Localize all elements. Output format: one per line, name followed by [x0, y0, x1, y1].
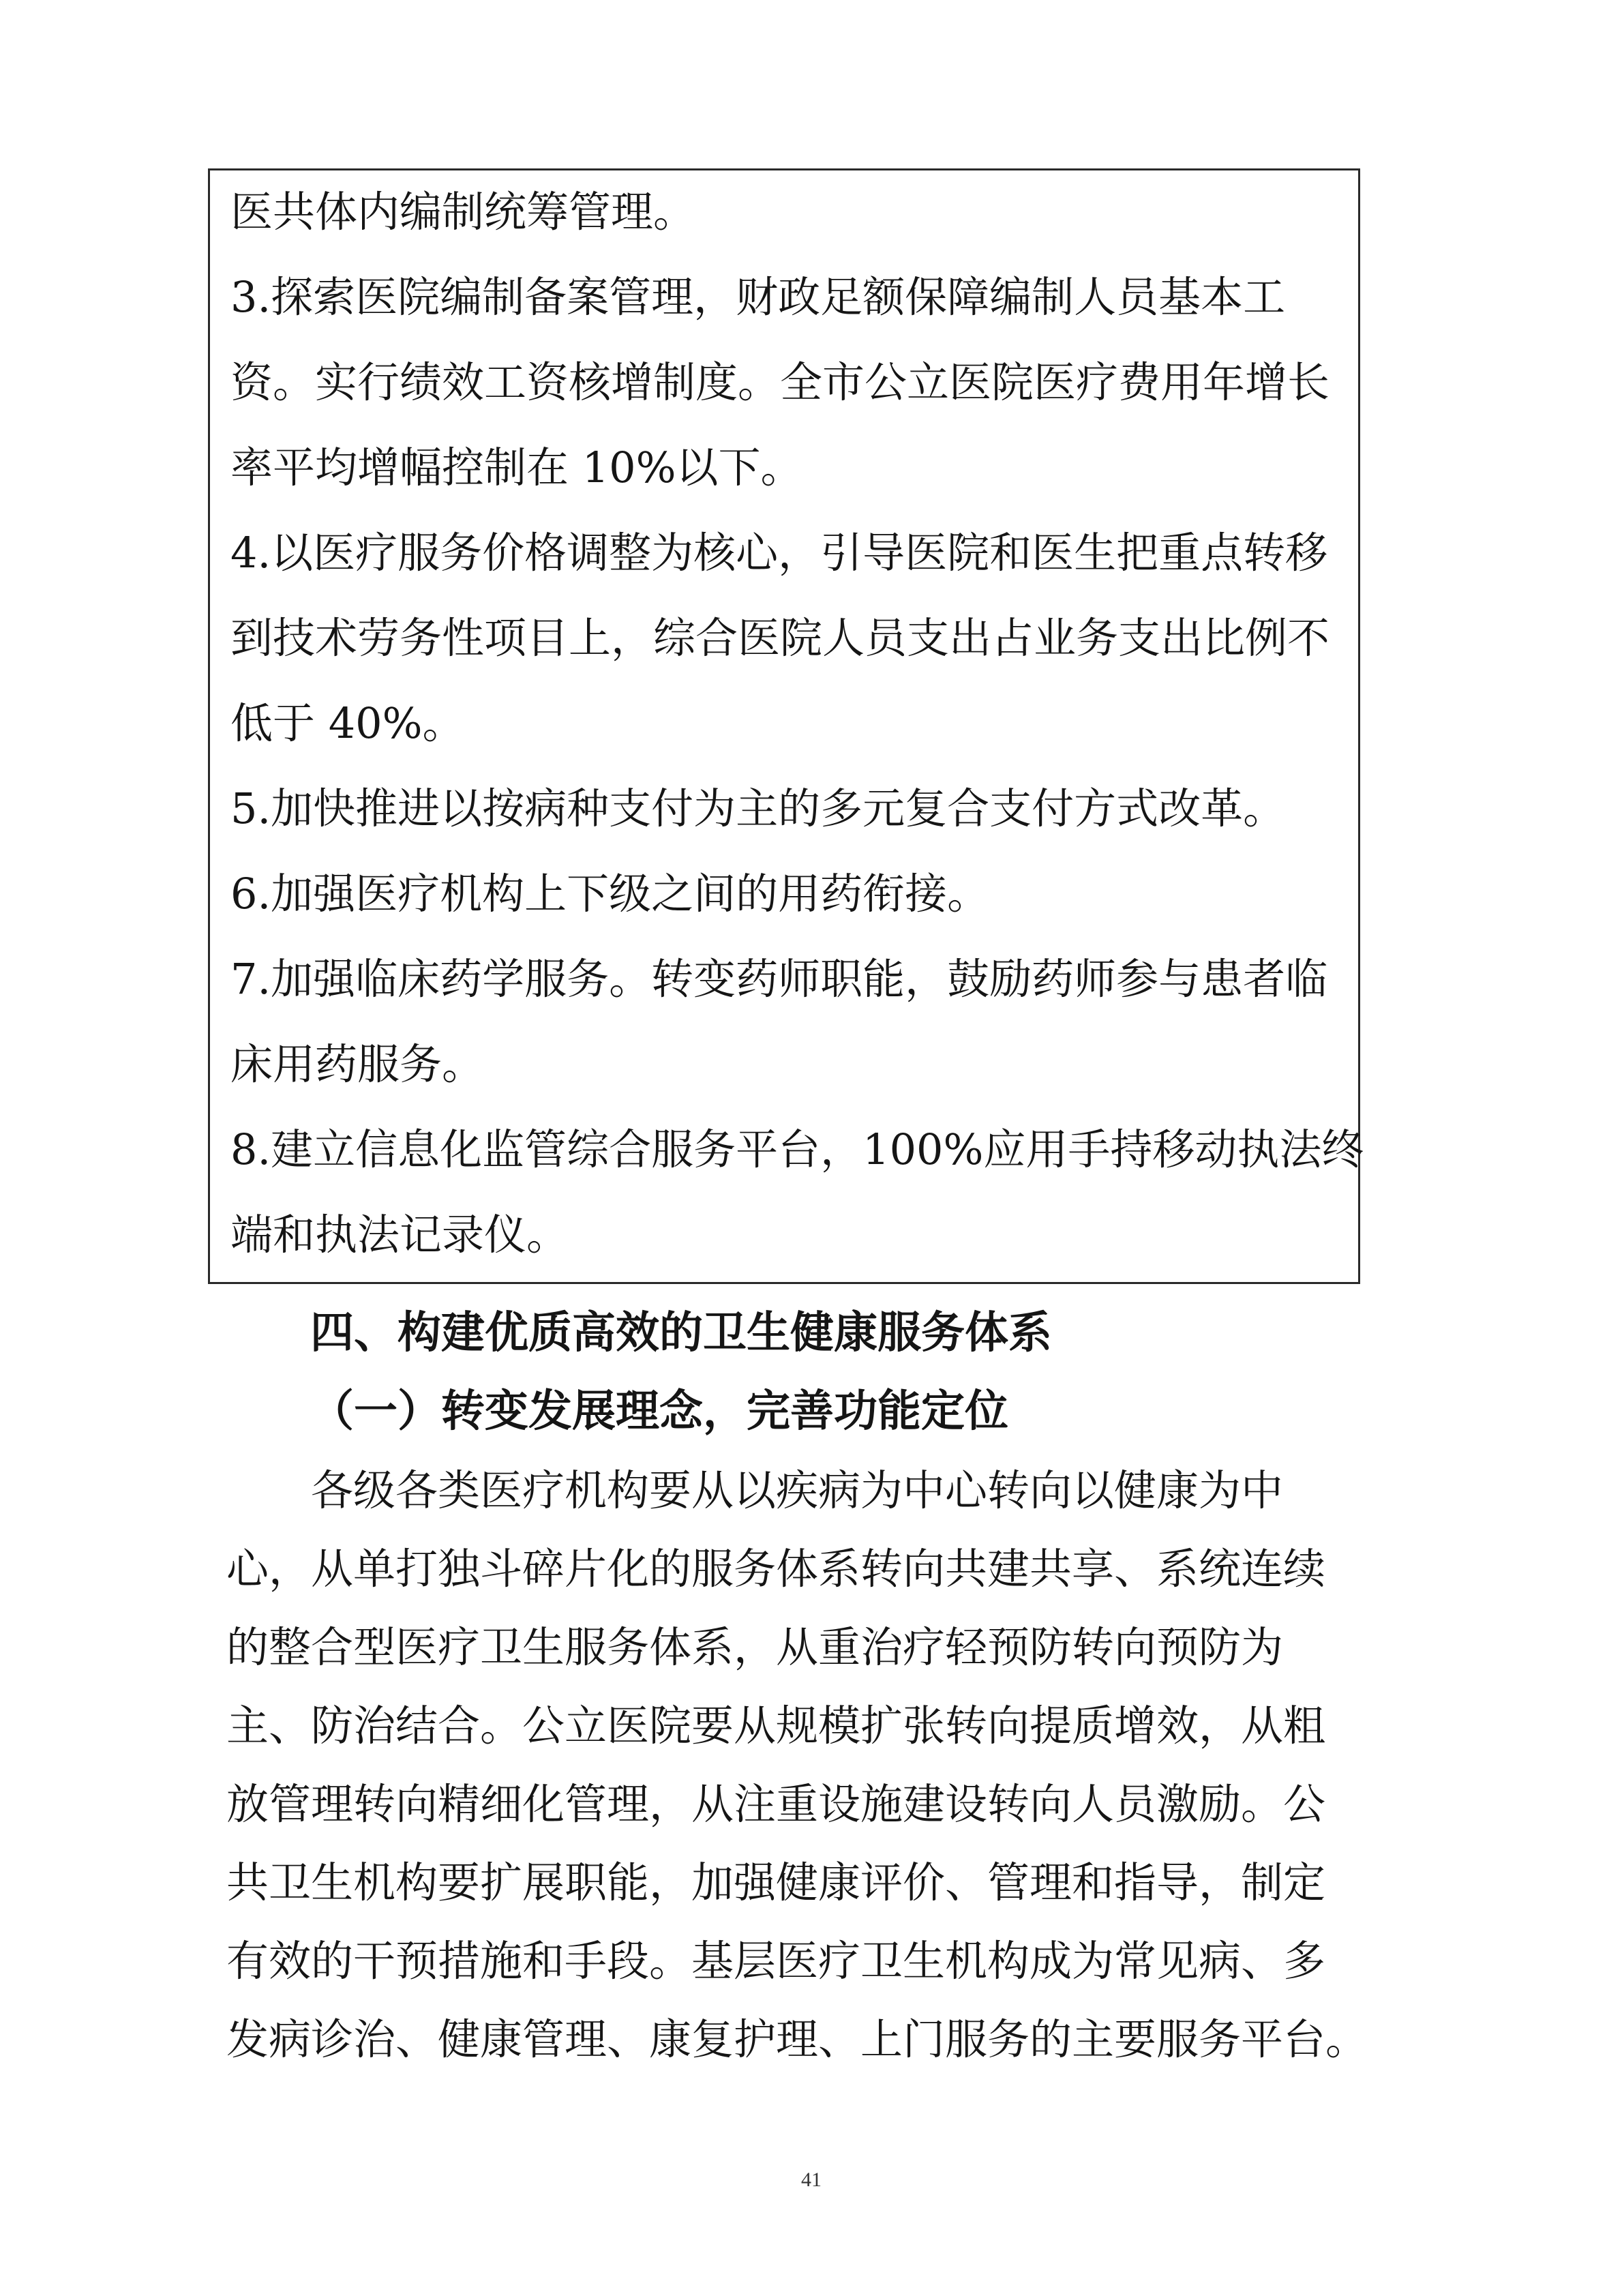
page-number: 41: [801, 2168, 822, 2191]
box-line: 8.建立信息化监管综合服务平台，100%应用手持移动执法终: [230, 1124, 1364, 1174]
section-heading: 四、构建优质高效的卫生健康服务体系: [310, 1308, 1052, 1358]
box-line: 资。实行绩效工资核增制度。全市公立医院医疗费用年增长: [230, 357, 1330, 407]
paragraph-line: 各级各类医疗机构要从以疾病为中心转向以健康为中: [226, 1465, 1284, 1515]
box-line: 7.加强临床药学服务。转变药师职能，鼓励药师参与患者临: [230, 954, 1328, 1004]
paragraph-line: 的整合型医疗卫生服务体系，从重治疗轻预防转向预防为: [226, 1622, 1284, 1672]
box-line: 4.以医疗服务价格调整为核心，引导医院和医生把重点转移: [230, 528, 1328, 578]
box-line: 床用药服务。: [230, 1039, 485, 1089]
box-line: 3.探索医院编制备案管理，财政足额保障编制人员基本工: [230, 272, 1286, 322]
box-line: 医共体内编制统筹管理。: [230, 187, 696, 237]
paragraph-line: 发病诊治、健康管理、康复护理、上门服务的主要服务平台。: [226, 2014, 1368, 2064]
paragraph-line: 有效的干预措施和手段。基层医疗卫生机构成为常见病、多: [226, 1936, 1326, 1986]
paragraph-line: 放管理转向精细化管理，从注重设施建设转向人员激励。公: [226, 1779, 1326, 1829]
bordered-text-box: [208, 168, 1364, 1284]
box-line: 5.加快推进以按病种支付为主的多元复合支付方式改革。: [230, 784, 1286, 833]
paragraph-line: 心，从单打独斗碎片化的服务体系转向共建共享、系统连续: [226, 1544, 1326, 1594]
paragraph-line: 主、防治结合。公立医院要从规模扩张转向提质增效，从粗: [226, 1701, 1326, 1750]
box-line: 到技术劳务性项目上，综合医院人员支出占业务支出比例不: [230, 613, 1330, 663]
paragraph-line: 共卫生机构要扩展职能，加强健康评价、管理和指导，制定: [226, 1858, 1326, 1907]
box-line: 6.加强医疗机构上下级之间的用药衔接。: [230, 869, 990, 919]
box-line: 低于 40%。: [230, 698, 465, 748]
box-line: 率平均增幅控制在 10%以下。: [230, 443, 803, 492]
box-line: 端和执法记录仪。: [230, 1210, 569, 1259]
subsection-heading: （一）转变发展理念，完善功能定位: [310, 1386, 1008, 1437]
